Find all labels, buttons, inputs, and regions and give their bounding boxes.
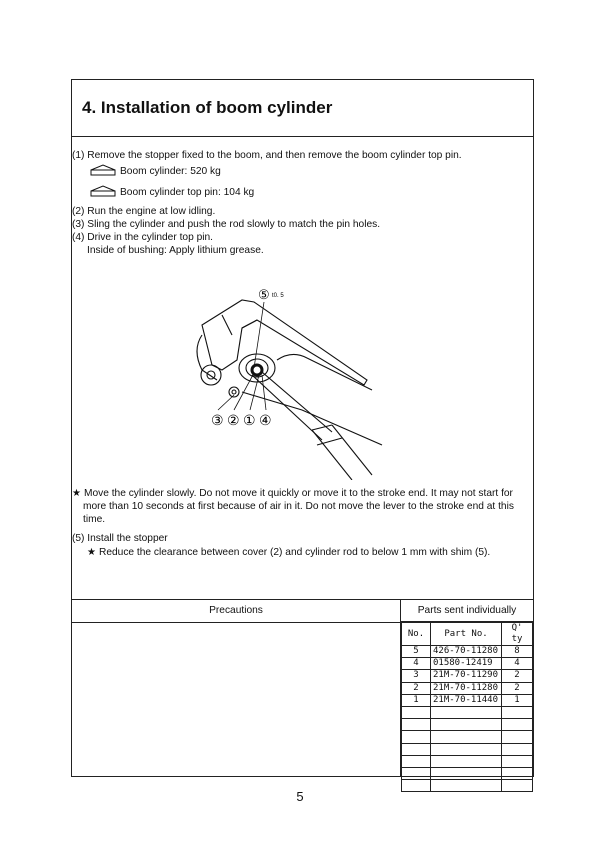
empty-row [402,706,533,718]
parts-table-header [402,623,533,646]
cell-part-no: 21M-70-11280 [431,682,502,694]
callout-4: ④ [259,412,272,428]
callout-2: ② [227,412,240,428]
parts-header: Parts sent individually [401,600,533,622]
weight-top-pin [90,185,254,199]
empty-row [402,755,533,767]
cell-qty: 1 [502,694,533,706]
cell-qty: 4 [502,658,533,670]
step-4-detail: Inside of bushing: Apply lithium grease. [87,245,264,256]
title-row [72,80,533,137]
step-4: (4) Drive in the cylinder top pin. [72,232,213,243]
weight-boom-cylinder-text: Boom cylinder: 520 kg [120,166,221,177]
weight-icon [90,164,116,176]
precautions-header: Precautions [72,600,400,623]
table-row [402,694,533,706]
empty-row [402,719,533,731]
cell-no: 5 [402,646,431,658]
boom-cylinder-diagram [182,280,422,480]
table-row [402,658,533,670]
cell-qty: 2 [502,682,533,694]
col-part-no: Part No. [431,623,502,646]
cell-part-no: 426-70-11280 [431,646,502,658]
weight-top-pin-text: Boom cylinder top pin: 104 kg [120,187,255,198]
cell-part-no: 21M-70-11440 [431,694,502,706]
step-1: (1) Remove the stopper fixed to the boom, and then remove the boom cylinder top pin. [72,150,462,161]
parts-table [401,622,533,792]
caution-note-text: ★ Move the cylinder slowly. Do not move it quickly or move it to the stroke end. It may not start for more than 10 seconds at first because of air in it. Do not move the lever to the stroke end at this time. [72,488,514,525]
step-5: (5) Install the stopper [72,533,168,544]
empty-row [402,743,533,755]
table-row [402,646,533,658]
bottom-section [72,599,533,776]
cell-part-no: 21M-70-11290 [431,670,502,682]
empty-row [402,731,533,743]
parts-panel [400,600,533,776]
step-2: (2) Run the engine at low idling. [72,206,216,217]
callout-1: ① [243,412,256,428]
step-3: (3) Sling the cylinder and push the rod slowly to match the pin holes. [72,219,381,230]
col-qty: Q' ty [502,623,533,646]
cell-no: 2 [402,682,431,694]
empty-row [402,767,533,779]
page-number: 5 [296,789,304,804]
cell-part-no: 01580-12419 [431,658,502,670]
caution-note [72,487,528,526]
weight-icon [90,185,116,197]
callout-3: ③ [211,412,224,428]
col-no: No. [402,623,431,646]
procedure-frame [71,79,534,777]
step-5-detail: ★ Reduce the clearance between cover (2) and cylinder rod to below 1 mm with shim (5). [87,547,491,558]
cell-qty: 8 [502,646,533,658]
shim-thickness-label: t0. 5 [272,293,284,299]
section-title: 4. Installation of boom cylinder [82,98,333,117]
table-row [402,670,533,682]
weight-boom-cylinder [90,164,221,178]
cell-qty: 2 [502,670,533,682]
cell-no: 3 [402,670,431,682]
callout-5: ⑤ [258,287,270,302]
cell-no: 4 [402,658,431,670]
cell-no: 1 [402,694,431,706]
table-row [402,682,533,694]
